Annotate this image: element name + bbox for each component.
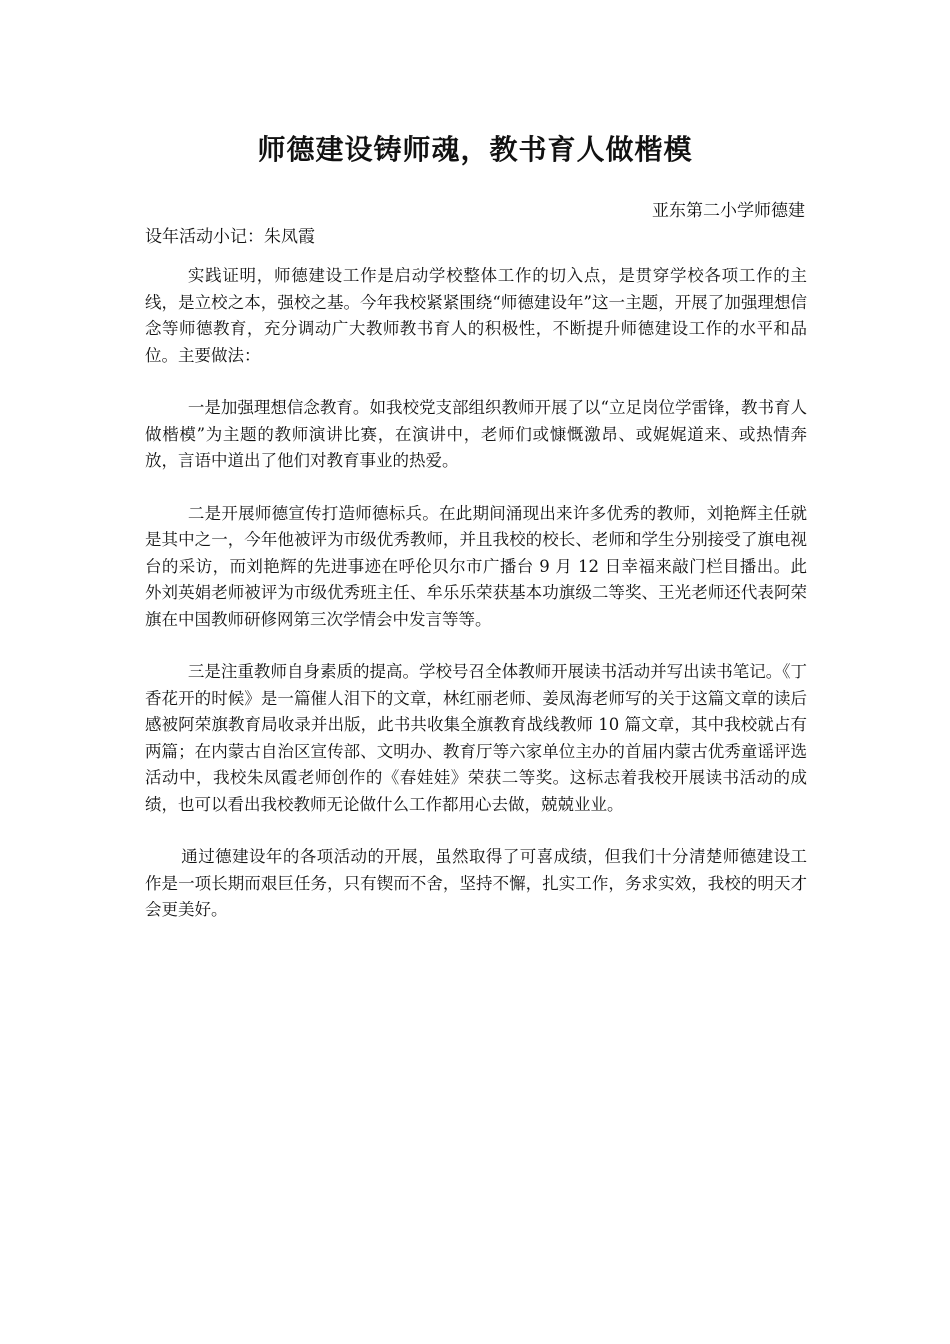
byline-line-1: 亚东第二小学师德建 xyxy=(652,201,805,221)
paragraph-ethics-publicity: 二是开展师德宣传打造师德标兵。在此期间涌现出来许多优秀的教师，刘艳辉主任就是其中之一，今年他被评为市级优秀教师，并且我校的校长、老师和学生分别接受了旗电视台的采访，而刘艳辉的先进事迹在呼伦贝尔市广播台 9 月 12 日幸福来敲门栏目播出。此外刘英娟老师被评为市级优秀班主任、牟乐乐荣获基本功旗级二等奖、王光老师还代表阿荣旗在中国教师研修网第三次学情会中发言等等。 xyxy=(145,503,807,629)
paragraph-conclusion: 通过德建设年的各项活动的开展，虽然取得了可喜成绩，但我们十分清楚师德建设工作是一项长期而艰巨任务，只有锲而不舍，坚持不懈，扎实工作，务求实效，我校的明天才会更美好。 xyxy=(145,847,807,919)
byline-line-2: 设年活动小记：朱凤霞 xyxy=(145,227,315,247)
paragraph-self-improvement: 三是注重教师自身素质的提高。学校号召全体教师开展读书活动并写出读书笔记。《丁香花开的时候》是一篇催人泪下的文章，林红丽老师、姜凤海老师写的关于这篇文章的读后感被阿荣旗教育局收录并出版，此书共收集全旗教育战线教师 10 篇文章，其中我校就占有两篇；在内蒙古自治区宣传部、文明办、教育厅等六家单位主办的首届内蒙古优秀童谣评选活动中，我校朱凤霞老师创作的《春娃娃》荣获二等奖。这标志着我校开展读书活动的成绩，也可以看出我校教师无论做什么工作都用心去做，兢兢业业。 xyxy=(145,662,807,814)
paragraph-intro: 实践证明，师德建设工作是启动学校整体工作的切入点，是贯穿学校各项工作的主线，是立校之本，强校之基。今年我校紧紧围绕“师德建设年”这一主题，开展了加强理想信念等师德教育，充分调动广大教师教书育人的积极性，不断提升师德建设工作的水平和品位。主要做法： xyxy=(145,266,807,365)
document-title: 师德建设铸师魂，教书育人做楷模 xyxy=(257,133,693,166)
paragraph-ideals-education: 一是加强理想信念教育。如我校党支部组织教师开展了以“立足岗位学雷锋，教书育人做楷模”为主题的教师演讲比赛，在演讲中，老师们或慷慨激昂、或娓娓道来、或热情奔放，言语中道出了他们对教育事业的热爱。 xyxy=(145,398,807,470)
document-body xyxy=(145,263,807,950)
